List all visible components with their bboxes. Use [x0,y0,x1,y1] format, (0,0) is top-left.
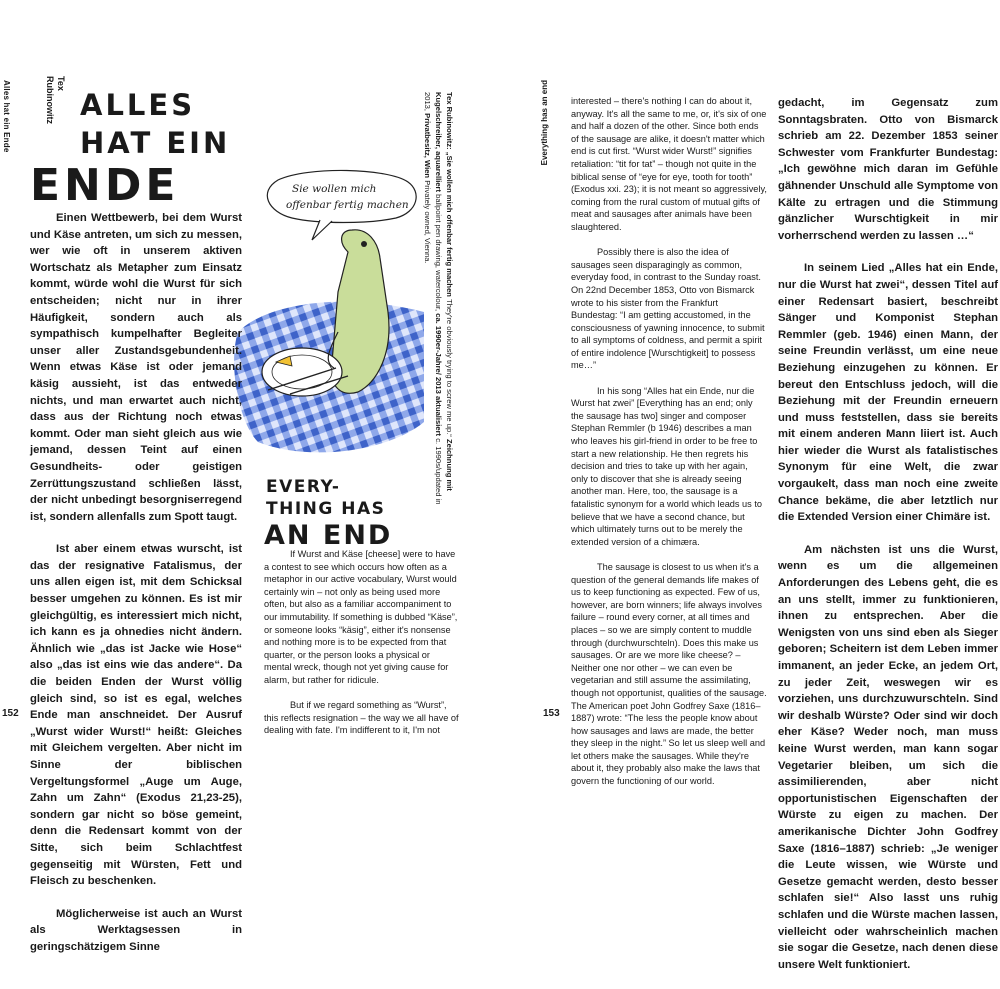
title-en-line-2: THING HAS [266,499,386,519]
paragraph: Ist aber einem etwas wurscht, ist das der resignative Fatalismus, der uns allen eigen ist, mit dem Schicksal besser umgehen zu können. Es ist mir gleichgültig, es interessiert mich nicht, ich kann es ja ohnedies nicht ändern. Ähnlich wie „das ist Jacke wie Hose“ also „das ist eins wie das andere“. Da die beiden Enden der Wurst völlig gleich sind, so ist es egal, welches Ende man anschneidet. Der Ausruf „Wurst wider Wurst!“ heißt: Gleiches mit Gleichem vergelten. Aber nicht im Sinne der biblischen Vergeltungsformel „Auge um Auge, Zahn um Zahn“ (Exodus 21,23-25), sondern gar nicht so böse gemeint, denn die Redensart kommt von der Sitte, sich beim Schlachtfest gegenseitig mit Würsten, Fett und Fleisch zu beschenken. [30,543,242,888]
title-german [80,86,230,162]
paragraph: Possibly there is also the idea of sausages seen disparagingly as common, everyday food, in contrast to the Sunday roast. On 22nd December 1853, Otto von Bismarck wrote to his sister from the Frankfurt Bundestag: “I am getting accustomed, in the consciousness of yawning innocence, to submit to all symptoms of coldness, and permit a spirit of entire indolence [Wurschtigkeit] to possess me…” [571,247,765,371]
title-english [266,476,385,520]
paragraph: Am nächsten ist uns die Wurst, wenn es um die allgemeinen Anforderungen des Lebens geht, die es an uns stellt, immer zu funktionieren, ihnen zu entsprechen. Aber die Wenigsten von uns sind eben als Sieger geboren; Scheitern ist dem Leben immer immanent, an jeder Ecke, an jedem Ort, zu jeder Zeit, weswegen wir es vorziehen, uns durchzuwurschteln. Sind wir deshalb Würste? Oder sind wir doch eher Käse? Weder noch, man muss keine Wurst werden, man kann sogar Vegetarier bleiben, um sich die assimilierenden, aber nicht opportunistischen Eigenschaften der Würste zu eigen zu machen. Der amerikanische Dichter John Godfrey Saxe (1816–1887) schrieb: „Je weniger die Leute wissen, wie Würste und Gesetze gemacht werden, desto besser schlafen sie!“ Also lasst uns ruhig schlafen und die Würste machen lassen, vielleicht oder wahrscheinlich machen sie sogar die Gesetze, nach denen diese unsere Welt funktioniert. [778,543,998,971]
illustration-drawing [228,162,424,462]
page-number-left: 152 [2,708,19,719]
running-head-right: Everything has an end [540,80,549,166]
paragraph: If Wurst and Käse [cheese] were to have a contest to see which occurs how often as a metaphor in our active vocabulary, Wurst would certainly win – not only as being used more often, but also as a familiar accompaniment to our immutability. If something is dubbed “Käse”, or someone looks “käsig”, either it's nonsense and nothing more is to be expected from that quarter, or the person looks a physical or mental wreck, though not yet giving cause for alarm, but rather for ridicule. [264,549,458,685]
page-number-right: 153 [543,708,560,719]
title-line-1: ALLES [80,88,196,122]
paragraph: But if we regard something as “Wurst”, this reflects resignation – the way we all have of dealing with fate. I'm indifferent to it, I'm not [264,700,459,736]
caption-owner-de: Privatbesitz, Wien [423,113,432,179]
author-first: Tex [56,76,66,91]
paragraph: In seinem Lied „Alles hat ein Ende, nur die Wurst hat zwei“, dessen Titel auf einer Redensart basiert, beschreibt Sänger und Komponist Stephan Remmler (geb. 1946) einen Mann, der seine Freundin verlässt, um eine neue Beziehung einzugehen zu können. Er bereut den Entschluss jedoch, will die Beziehung mit der Freundin erneuern und muss feststellen, dass sie bereits mit einem anderen Mann liiert ist. Auch hier wieder die Wurst als fatalistisches Synonym für eine Welt, die zwar vorgaukelt, dass man noch eine zweite Chance bekäme, die aber letztlich nur die Extended Version einer Chimäre ist. [778,262,998,524]
paragraph: The sausage is closest to us when it's a question of the general demands life makes of us to keep functioning as expected. Few of us, however, are born winners; life always involves failure – round every corner, at all times and places – so we are simply content to muddle through (durchwurschteln). Does this make us sausages. Or are we more like cheese? – Neither one nor other – we can even be vegetarian and still assume the assimilating, though not opportunist, qualities of the sausage. The American poet John Godfrey Saxe (1816–1887) wrote: “The less the people know about how sausages and laws are made, the better they sleep in the night.” So let us sleep well and let others make the sausages. While they're about it, they probably also make the laws that govern the functioning of our world. [571,561,767,787]
caption-title-de: „Sie wollen mich offenbar fertig machen [445,151,454,297]
german-column-left [30,210,242,972]
running-head-left: Alles hat ein Ende [2,80,11,153]
illustration-caption [422,92,455,512]
caption-medium-en: ballpoint pen drawing, watercolour, [434,194,443,312]
speech-bubble-text-2: offenbar fertig machen [286,199,409,211]
caption-date-en: c. 1990s/updated in 2013, [423,92,443,505]
caption-medium-de: Zeichnung mit Kugelschreiber, aquarelliert [434,92,454,491]
speech-bubble-text-1: Sie wollen mich [292,183,377,195]
paragraph: Einen Wettbewerb, bei dem Wurst und Käse antreten, um sich zu messen, wer wie oft in unserem aktiven Wortschatz als Metapher zum Einsatz kommt, würde wohl die Wurst für sich entscheiden; nicht nur in ihrer Häufigkeit, sondern auch als sympathisch kumpelhafter Begleiter unser aller Zustandsgebundenheit. Wenn etwas Käse ist oder jemand käsig aussieht, ist das entweder nichts, und man erwartet auch nicht, dass aus der Richtung noch etwas kommt. Oder man sieht gleich aus wie jemand, dessen Teint auf einen Gesundheits- oder geistigen Zerrüttungszustand schließen lässt, der nicht unbedingt besorgniserregend ist, sondern allenfalls zum Spott taugt. [30,212,242,523]
caption-author: Tex Rubinowitz: [445,92,454,150]
title-english-big: AN END [264,520,393,551]
title-line-2: HAT EIN [80,126,231,160]
german-column-right [778,95,998,989]
title-german-big: ENDE [30,160,180,211]
paragraph: gedacht, im Gegensatz zum Sonntagsbraten. Otto von Bismarck schrieb am 22. Dezember 1853 seiner Schwester vom Frankfurter Bundestag: „Ich gewöhne mich daran im Gefühle gähnender Unschuld alle Symptome von Kälte zu ertragen und die Stimmung gänzlicher Wurschtigkeit in mir vorherrschend werden zu lassen …“ [778,97,998,242]
caption-owner-en: Privately owned, Vienna. [423,180,432,264]
title-en-line-1: EVERY- [266,477,341,497]
caption-date-de: ca. 1990er-Jahre/ 2013 aktualisiert [434,313,443,437]
illustration [228,162,424,462]
author-byline [44,76,66,124]
paragraph: Möglicherweise ist auch an Wurst als Werktagsessen in geringschätzigem Sinne [30,907,242,953]
english-column-right [571,95,767,800]
english-column-left [264,548,460,750]
paragraph: In his song “Alles hat ein Ende, nur die Wurst hat zwei” [Everything has an end; only the sausage has two] singer and composer Stephan Remmler (b 1946) describes a man who leaves his girl-friend in order to be free to start a new relationship. He then regrets his decision and tries to take up with her again, only to discover that she is already seeing another man. Here, too, the sausage is a fatalistic synonym for a world which leads us to believe that we have a second chance, but which ultimately turns out to be merely the extended version of a chimæra. [571,385,762,547]
author-last: Rubinowitz [45,76,55,124]
caption-title-en: They're obviously trying to screw me up.“ [445,299,454,437]
paragraph: interested – there's nothing I can do about it, anyway. It's all the same to me, or, it's six of one and half a dozen of the other. Since both ends of the sausage are alike, it doesn't matter which end is cut first. “Wurst wider Wurst!” signifies retaliation: “tit for tat” – though not quite in the biblical sense of “eye for eye, tooth for tooth” (Exodus xxi. 23); it is not meant so aggressively, coming from the rural custom of mutual gifts of meat and sausages after animals have been slaughtered. [571,96,767,232]
